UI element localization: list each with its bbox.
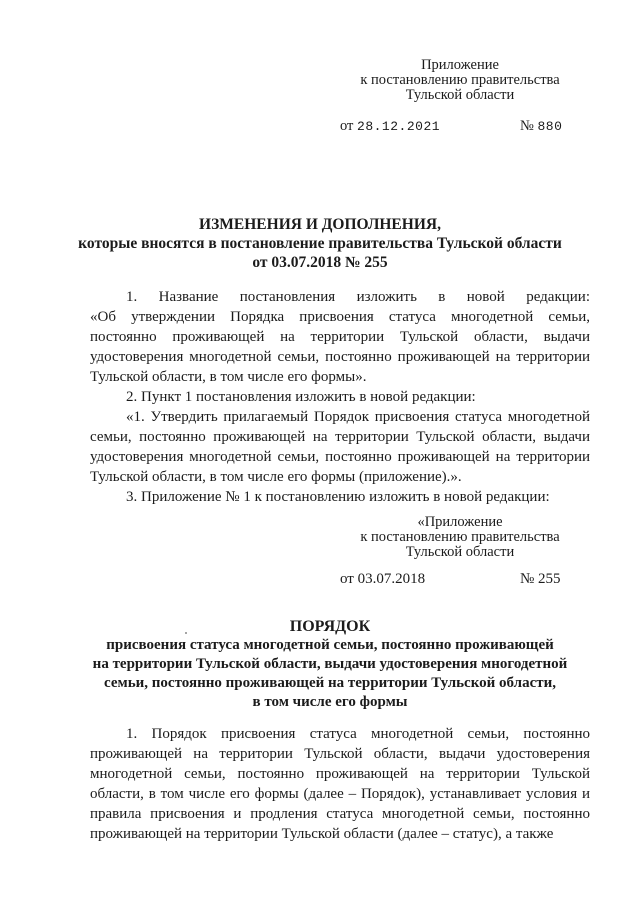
new-attachment-region: Тульской области	[405, 544, 515, 560]
procedure-title-line4: семьи, постоянно проживающей на территории Тульской области,	[103, 675, 556, 691]
changes-body	[90, 287, 590, 507]
item-3-text: 3. Приложение № 1 к постановлению изложить в новой редакции:	[126, 489, 550, 505]
attachment-region: Тульской области	[405, 87, 515, 103]
procedure-title-line3: на территории Тульской области, выдачи удостоверения многодетной	[92, 656, 568, 672]
original-resolution-number: № 255	[520, 571, 561, 587]
date-prefix: от	[340, 118, 354, 134]
new-attachment-to-resolution: к постановлению правительства	[360, 529, 560, 545]
number-prefix: №	[520, 118, 534, 134]
attachment-label: Приложение	[421, 57, 499, 73]
new-attachment-label: «Приложение	[417, 514, 503, 530]
original-resolution-date: от 03.07.2018	[340, 571, 426, 587]
attachment-header	[350, 58, 570, 103]
attachment-to-resolution: к постановлению правительства	[360, 72, 560, 88]
item-2-text: 2. Пункт 1 постановления изложить в новой редакции:	[126, 389, 476, 405]
procedure-title-line1: ПОРЯДОК	[289, 618, 371, 635]
changes-title-line3: от 03.07.2018 № 255	[252, 254, 388, 271]
item-1-text: «Об утверждении Порядка присвоения статуса многодетной семьи, постоянно проживающей на территории Тульской области, выдачи удостоверения многодетной семьи, постоянно проживающей на территории Тульской области, в том числе его формы».	[90, 309, 590, 385]
original-resolution-date-number	[340, 571, 590, 588]
procedure-item-1: 1. Порядок присвоения статуса многодетной семьи, постоянно проживающей на территории Тульской области, выдачи удостоверения многодетной семьи, постоянно проживающей на территории Тульской области, в том числе его формы (далее – Порядок), устанавливает условия и правила присвоения и продления статуса многодетной семьи, постоянно проживающей на территории Тульской области (далее – статус), а также	[90, 726, 590, 842]
changes-title-line1: ИЗМЕНЕНИЯ И ДОПОЛНЕНИЯ,	[199, 216, 441, 233]
new-attachment-header	[340, 515, 580, 560]
procedure-title-line2: присвоения статуса многодетной семьи, постоянно проживающей	[106, 637, 554, 653]
procedure-title-line5: в том числе его формы	[252, 694, 408, 710]
resolution-date-number	[340, 118, 570, 135]
changes-title	[60, 215, 580, 272]
procedure-title	[70, 617, 590, 712]
item-2-quote: «1. Утвердить прилагаемый Порядок присвоения статуса многодетной семьи, постоянно проживающей на территории Тульской области, выдачи удостоверения многодетной семьи, постоянно проживающей на территории Тульской области, в том числе его формы (приложение).».	[90, 409, 590, 485]
procedure-body	[90, 724, 590, 844]
changes-title-line2: которые вносятся в постановление правительства Тульской области	[78, 235, 562, 252]
resolution-date: 28.12.2021	[357, 119, 441, 134]
item-1-heading: 1. Название постановления изложить в новой редакции:	[126, 289, 590, 305]
resolution-number: 880	[537, 119, 563, 134]
